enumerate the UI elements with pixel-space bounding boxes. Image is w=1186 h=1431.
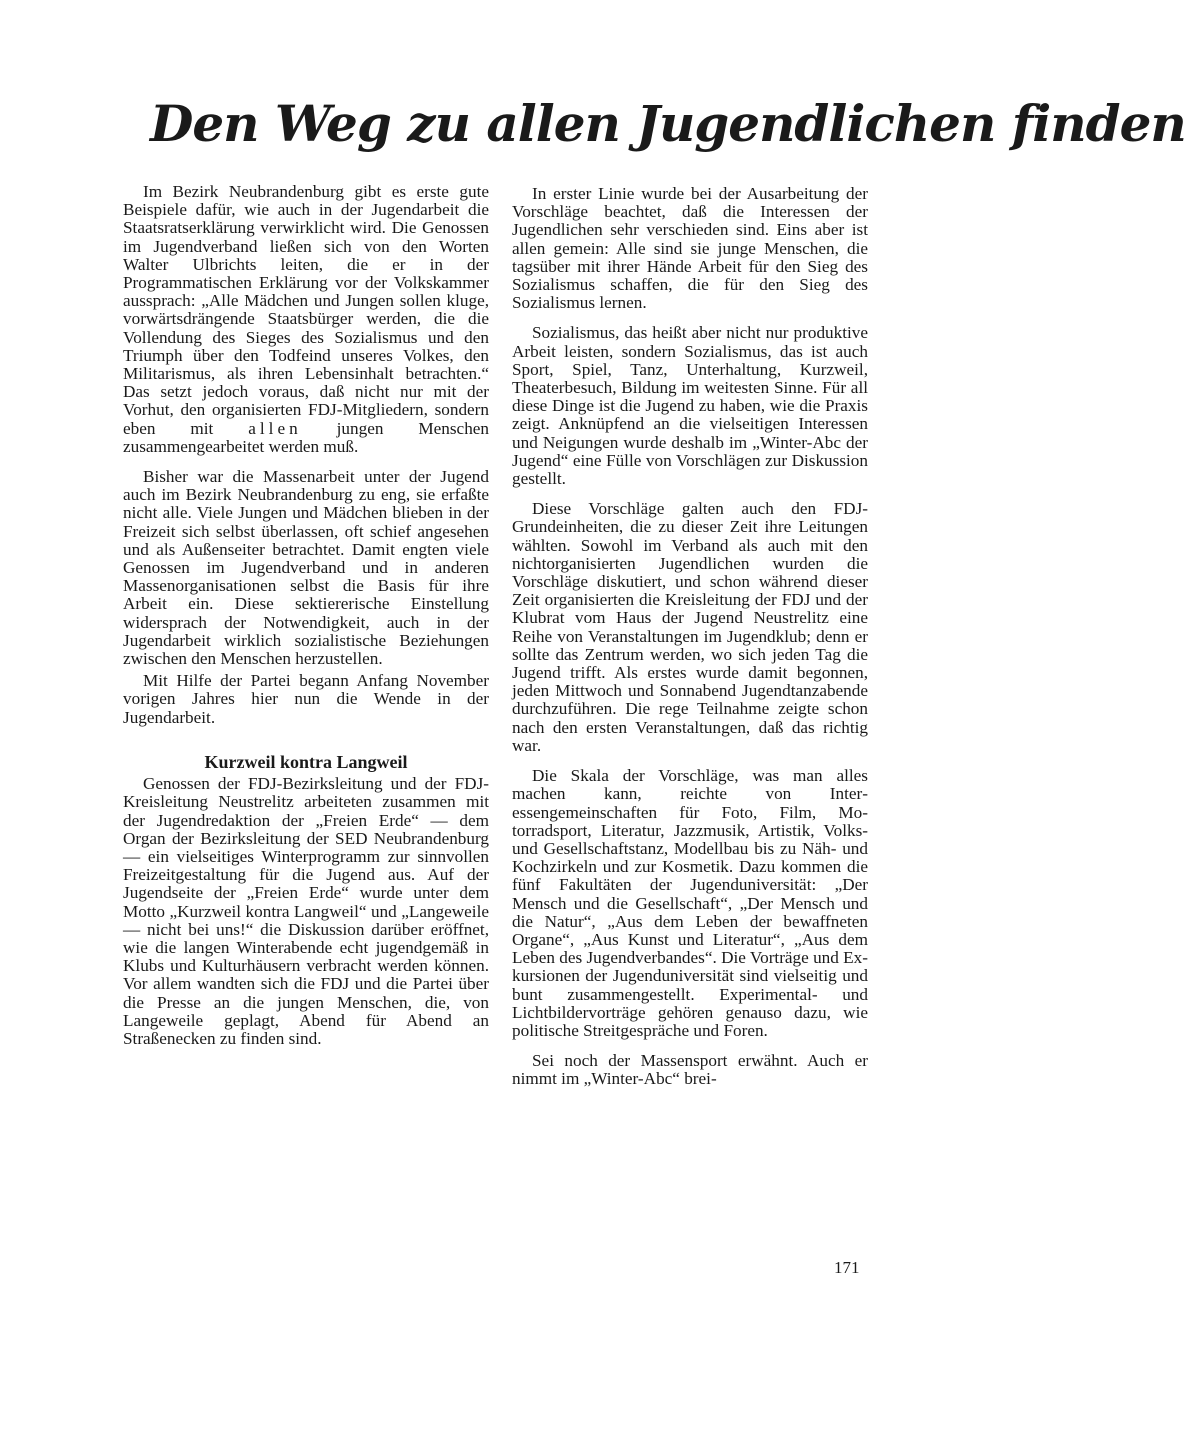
paragraph: Sozialismus, das heißt aber nicht nur produktive Arbeit leisten, sondern Sozialismus, das ist auch Sport, Spiel, Tanz, Unterhaltung, Kurzweil, Theaterbesuch, Bildung im weitesten Sinne. Für all diese Dinge ist die Jugend zu haben, wie die Praxis zeigt. Anknüpfend an die vielseitigen Interessen und Neigungen wurde deshalb im „Winter-Abc der Jugend“ eine Fülle von Vorschlägen zur Diskussion gestellt. [512,323,868,489]
paragraph: Mit Hilfe der Partei begann Anfang November vorigen Jahres hier nun die Wende in der Jugendarbeit. [123,671,489,727]
right-column [512,185,868,1101]
paragraph [123,183,489,456]
paragraph: Sei noch der Massensport erwähnt. Auch er nimmt im „Winter-Abc“ brei- [512,1051,868,1089]
paragraph: Genossen der FDJ-Bezirksleitung und der FDJ-Kreisleitung Neustrelitz arbeiteten zusammen mit der Jugendredaktion der „Freien Erde“ — dem Organ der Bezirksleitung der SED Neubrandenburg — ein vielseitiges Winterprogramm zur sinnvollen Freizeitgestaltung für die Jugend aus. Auf der Jugendseite der „Freien Erde“ wurde unter dem Motto „Kurzweil kontra Langweil“ und „Langeweile — nicht bei uns!“ die Diskussion darüber eröffnet, wie die langen Winterabende echt jugendgemäß in Klubs und Kulturhäusern verbracht werden können. Vor allem wandten sich die FDJ und die Partei über die Presse an die jungen Menschen, die, von Langeweile geplagt, Abend für Abend an Straßenecken zu finden sind. [123,774,489,1048]
paragraph-text: Im Bezirk Neubrandenburg gibt es erste gute Beispiele dafür, wie auch in der Jugendarbeit die Staatsratserklärung verwirklicht wird. Die Genossen im Jugendverband ließen sich von den Worten Walter Ulbrichts leiten, die er in der Programmatischen Erklärung vor der Volkskammer aussprach: „Alle Mädchen und Jungen sollen kluge, vorwärtsdrängende Staatsbürger werden, die die Vollendung des Sieges des Sozialismus und den Triumph über den Todfeind unseres Volkes, den Militarismus, als ihren Lebensinhalt betrachten.“ Das setzt jedoch voraus, daß nicht nur mit der Vorhut, den organisierten FDJ-Mitgliedern, sondern eben mit [123,182,489,438]
emphasized-word: allen [248,418,302,438]
left-column [123,183,489,1060]
page-title: Den Weg zu allen Jugendlichen finden [150,94,1186,153]
page-number: 171 [834,1258,860,1277]
paragraph: In erster Linie wurde bei der Ausarbeitung der Vorschläge beachtet, daß die Interessen der Jugendlichen sehr verschieden sind. Eins aber ist allen gemein: Alle sind sie junge Menschen, die tagsüber mit ihrer Hände Arbeit für den Sieg des Sozialismus schaffen, die für den Sieg des Sozialismus lernen. [512,184,868,313]
paragraph: Diese Vorschläge galten auch den FDJ-Grundeinheiten, die zu dieser Zeit ihre Leitungen wählten. Sowohl im Verband als auch mit den nichtorganisierten Jugendlichen wurden die Vorschläge diskutiert, und schon während dieser Zeit organisierten die Kreisleitung der FDJ und der Klubrat vom Haus der Jugend Neustrelitz eine Reihe von Veranstaltungen im Jugendklub; denn er sollte das Zentrum werden, wo sich jeden Tag die Jugend trifft. Als erstes wurde damit begonnen, jeden Mittwoch und Sonnabend Jugendtanzabende durchzuführen. Die rege Teilnahme zeigte schon nach den ersten Veranstaltungen, daß das richtig war. [512,499,868,755]
paragraph-text: jungen Menschen zusammengearbeitet werden muß. [123,418,490,456]
paragraph: Die Skala der Vorschläge, was man alles machen kann, reichte von Interessengemeinschaften für Foto, Film, Motorradsport, Literatur, Jazzmusik, Artistik, Volks- und Gesellschaftstanz, Modellbau bis zu Näh- und Kochzirkeln und zur Kosmetik. Dazu kommen die fünf Fakultäten der Jugenduniversität: „Der Mensch und die Gesellschaft“, „Der Mensch und die Natur“, „Aus dem Leben der bewaffneten Organe“, „Aus Kunst und Literatur“, „Aus dem Leben des Jugendverbandes“. Die Vorträge und Exkursionen der Jugenduniversität sind vielseitig und bunt zusammengestellt. Experimental- und Lichtbildervorträge gehören genauso dazu, wie politische Streitgespräche und Foren. [512,766,868,1040]
paragraph: Bisher war die Massenarbeit unter der Jugend auch im Bezirk Neubrandenburg zu eng, sie erfaßte nicht alle. Viele Jungen und Mädchen blieben in der Freizeit sich selbst überlassen, oft schief angesehen und als Außenseiter betrachtet. Damit engten viele Genossen im Jugendverband und in anderen Massenorganisationen selbst die Basis für ihre Arbeit ein. Diese sektiererische Einstellung widersprach der Notwendigkeit, auch in der Jugendarbeit wirklich sozialistische Beziehungen zwischen den Menschen herzustellen. [123,467,489,669]
section-heading: Kurzweil kontra Langweil [204,751,408,772]
